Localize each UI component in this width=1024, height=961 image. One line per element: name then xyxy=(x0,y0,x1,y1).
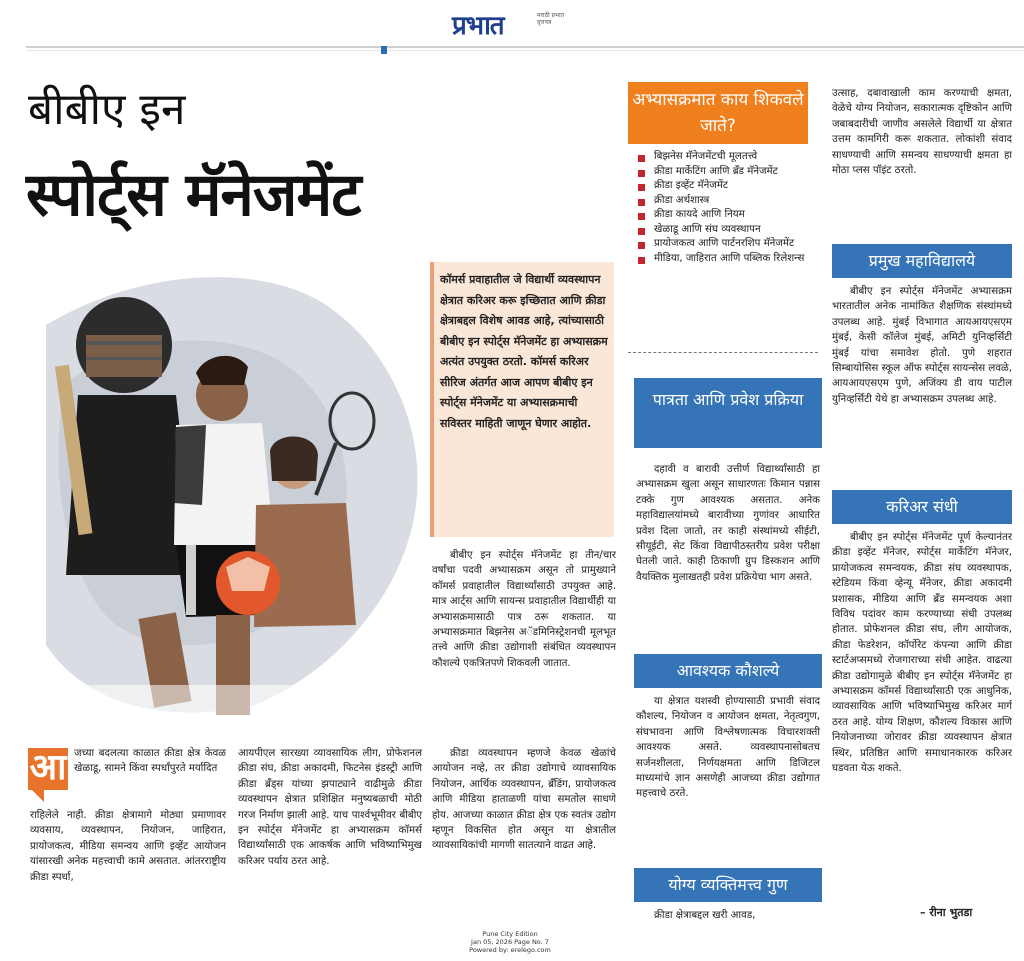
intro-text: कॉमर्स प्रवाहातील जे विद्यार्थी व्यवस्थापन क्षेत्रात करिअर करू इच्छितात आणि क्रीडा क्षेत्राबद्दल विशेष आवड आहे, त्यांच्यासाठी बीबीए इन स्पोर्ट्स मॅनेजमेंट हा अभ्यासक्रम अत्यंत उपयुक्त ठरतो. कॉमर्स करिअर सीरिज अंतर्गत आज आपण बीबीए इन स्पोर्ट्स मॅनेजमेंट या अभ्यासक्रमाची सविस्तर माहिती जाणून घेणार आहोत. xyxy=(440,273,608,430)
col1-lead: जच्या बदलत्या काळात क्रीडा क्षेत्र केवळ खेळाडू, सामने किंवा स्पर्धांपुरते मर्यादित xyxy=(74,748,226,775)
heading-eligibility: पात्रता आणि प्रवेश प्रक्रिया xyxy=(634,378,822,448)
col5-p1: उत्साह, दबावाखाली काम करण्याची क्षमता, वेळेचे योग्य नियोजन, सकारात्मक दृष्टिकोन आणि जबाबदारीची जाणीव असलेले विद्यार्थी या क्षेत्रात उत्तम कामगिरी करू शकतात. लोकांशी संवाद साधण्याची आणि समन्वय साधण्याची क्षमता हा मोठा प्लस पॉइंट ठरतो. xyxy=(832,88,1012,177)
heading-skills: आवश्यक कौशल्ये xyxy=(634,654,822,688)
curriculum-item: मीडिया, जाहिरात आणि पब्लिक रिलेशन्स xyxy=(638,252,818,267)
curriculum-item: क्रीडा अर्थशास्त्र xyxy=(638,194,818,209)
logo-tagline: मराठी प्रभात वृत्तपत्र xyxy=(537,12,565,26)
intro-accent-bar xyxy=(430,262,434,537)
curriculum-item: प्रायोजकत्व आणि पार्टनरशिप मॅनेजमेंट xyxy=(638,237,818,252)
section-marker xyxy=(381,46,387,54)
heading-colleges: प्रमुख महाविद्यालये xyxy=(832,244,1012,278)
col1-body: राहिलेले नाही. क्रीडा क्षेत्रामागे मोठ्या प्रमाणावर व्यवसाय, व्यवस्थापन, नियोजन, जाहिरात, प्रायोजकत्व, मीडिया समन्वय आणि इव्हेंट आयोजन यांसारखी अनेक महत्त्वाची कामे असतात. आंतरराष्ट्रीय क्रीडा स्पर्धा, xyxy=(30,810,226,883)
footer-edition: Pune City Edition xyxy=(482,930,538,938)
col3-p1: बीबीए इन स्पोर्ट्स मॅनेजमेंट हा तीन/चार वर्षांचा पदवी अभ्यासक्रम असून तो प्रामुख्याने कॉमर्स प्रवाहातील विद्यार्थ्यांसाठी उपयुक्त आहे. मात्र आर्ट्स आणि सायन्स प्रवाहातील विद्यार्थीही या अभ्यासक्रमासाठी पात्र ठरू शकतात. या अभ्यासक्रमात बिझनेस अॅडमिनिस्ट्रेशनची मूलभूत तत्त्वे आणि क्रीडा उद्योगाशी संबंधित व्यवस्थापन कौशल्ये एकत्रितपणे शिकवली जातात. xyxy=(432,550,616,669)
sports-photo xyxy=(26,245,446,745)
curriculum-item: क्रीडा कायदे आणि नियम xyxy=(638,208,818,223)
curriculum-item: खेळाडू आणि संघ व्यवस्थापन xyxy=(638,223,818,238)
page-footer xyxy=(440,930,580,954)
heading-personality: योग्य व्यक्तिमत्त्व गुण xyxy=(634,868,822,902)
drop-cap: आ xyxy=(29,747,67,788)
curriculum-item: क्रीडा मार्केटिंग आणि ब्रँड मॅनेजमेंट xyxy=(638,165,818,180)
col3-p2: क्रीडा व्यवस्थापन म्हणजे केवळ खेळांचे आयोजन नव्हे, तर क्रीडा उद्योगाचे व्यावसायिक नियोजन, आर्थिक व्यवस्थापन, ब्रँडिंग, प्रायोजकत्व आणि मीडिया हाताळणी यांचा समतोल साधणे होय. आजच्या काळात क्रीडा क्षेत्र एक स्वतंत्र उद्योग म्हणून विकसित होत असून या क्षेत्रातील व्यावसायिकांची मागणी सातत्याने वाढत आहे. xyxy=(432,748,616,852)
heading-curriculum: अभ्यासक्रमात काय शिकवले जाते? xyxy=(628,82,808,144)
drop-cap-tail xyxy=(30,788,44,802)
personality-text: क्रीडा क्षेत्राबद्दल खरी आवड, xyxy=(654,910,756,921)
section-divider xyxy=(628,352,818,353)
footer-date: Jan 05, 2026 Page No. 7 xyxy=(471,938,549,946)
col2-body: आयपीएल सारख्या व्यावसायिक लीग, प्रोफेशनल क्रीडा संघ, क्रीडा अकादमी, फिटनेस इंडस्ट्री आणि क्रीडा ब्रँड्स यांच्या झपाट्याने वाढीमुळे क्रीडा व्यवस्थापन क्षेत्रात प्रशिक्षित मनुष्यबळाची मोठी गरज निर्माण झाली आहे. याच पार्श्वभूमीवर बीबीए इन स्पोर्ट्स मॅनेजमेंट हा अभ्यासक्रम कॉमर्स विद्यार्थ्यांसाठी एक आकर्षक आणि भविष्याभिमुख करिअर पर्याय ठरत आहे. xyxy=(238,748,422,867)
career-text: बीबीए इन स्पोर्ट्स मॅनेजमेंट पूर्ण केल्यानंतर क्रीडा इव्हेंट मॅनेजर, स्पोर्ट्स मार्केटिंग मॅनेजर, प्रायोजकत्व समन्वयक, क्रीडा संघ व्यवस्थापक, स्टेडियम किंवा व्हेन्यू मॅनेजर, क्रीडा अकादमी प्रशासक, मीडिया आणि ब्रँड समन्वयक अशा विविध पदांवर काम करण्याच्या संधी उपलब्ध होतात. प्रोफेशनल क्रीडा संघ, लीग आयोजक, क्रीडा फेडरेशन, कॉर्पोरेट कंपन्या आणि क्रीडा स्टार्टअप्समध्ये रोजगाराच्या संधी आहेत. वाढत्या क्रीडा उद्योगामुळे बीबीए इन स्पोर्ट्स मॅनेजमेंट हा अभ्यासक्रम कॉमर्स विद्यार्थ्यांसाठी एक आधुनिक, व्यावसायिक आणि भविष्याभिमुख करिअर मार्ग ठरत आहे. योग्य शिक्षण, कौशल्य विकास आणि नियोजनाच्या जोरावर क्रीडा व्यवस्थापन क्षेत्रात स्थिर, प्रतिष्ठित आणि समाधानकारक करिअर घडवता येऊ शकते. xyxy=(832,532,1012,775)
skills-text: या क्षेत्रात यशस्वी होण्यासाठी प्रभावी संवाद कौशल्य, नियोजन व आयोजन क्षमता, नेतृत्वगुण, संघभावना आणि विश्लेषणात्मक विचारशक्ती आवश्यक असते. व्यवस्थापनासोबतच सर्जनशीलता, निर्णयक्षमता आणि डिजिटल माध्यमांचे ज्ञान असणेही आजच्या क्रीडा उद्योगात महत्त्वाचे ठरते. xyxy=(636,696,820,800)
eligibility-text: दहावी व बारावी उत्तीर्ण विद्यार्थ्यांसाठी हा अभ्यासक्रम खुला असून साधारणतः किमान पन्नास टक्के गुण आवश्यक असतात. अनेक महाविद्यालयांमध्ये बारावीच्या गुणांवर आधारित प्रवेश दिला जातो, तर काही संस्थांमध्ये सीईटी, सीयूईटी, सेट किंवा विद्यापीठस्तरीय प्रवेश परीक्षा घेतली जाते. काही ठिकाणी ग्रुप डिस्कशन आणि वैयक्तिक मुलाखतही प्रवेश प्रक्रियेचा भाग असते. xyxy=(636,464,820,583)
sports-players-illustration xyxy=(26,245,446,745)
author-byline: – रीना भुतडा xyxy=(920,906,973,919)
newspaper-logo: प्रभात xyxy=(452,11,504,41)
colleges-text: बीबीए इन स्पोर्ट्स मॅनेजमेंट अभ्यासक्रम भारतातील अनेक नामांकित शैक्षणिक संस्थांमध्ये उपलब्ध आहे. मुंबई विभागात आयआयएसएम मुंबई, केसी कॉलेज मुंबई, अमिटी युनिव्हर्सिटी मुंबई यांचा समावेश होतो. पुणे शहरात सिम्बायोसिस स्कूल ऑफ स्पोर्ट्स सायन्सेस लवळे, आयआयएसएम पुणे, अजिंक्य डी वाय पाटील युनिव्हर्सिटी येथे हा अभ्यासक्रम उपलब्ध आहे. xyxy=(832,286,1012,405)
heading-career: करिअर संधी xyxy=(832,490,1012,524)
curriculum-item: बिझनेस मॅनेजमेंटची मूलतत्त्वे xyxy=(638,150,818,165)
curriculum-item: क्रीडा इव्हेंट मॅनेजमेंट xyxy=(638,179,818,194)
curriculum-list xyxy=(638,150,818,266)
footer-powered: Powered by: erelego.com xyxy=(469,946,551,954)
masthead-rule-thin xyxy=(26,50,1024,51)
headline-line2: स्पोर्ट्स मॅनेजमेंट xyxy=(26,160,361,230)
headline-line1: बीबीए इन xyxy=(28,84,186,135)
masthead-rule xyxy=(26,46,1024,48)
